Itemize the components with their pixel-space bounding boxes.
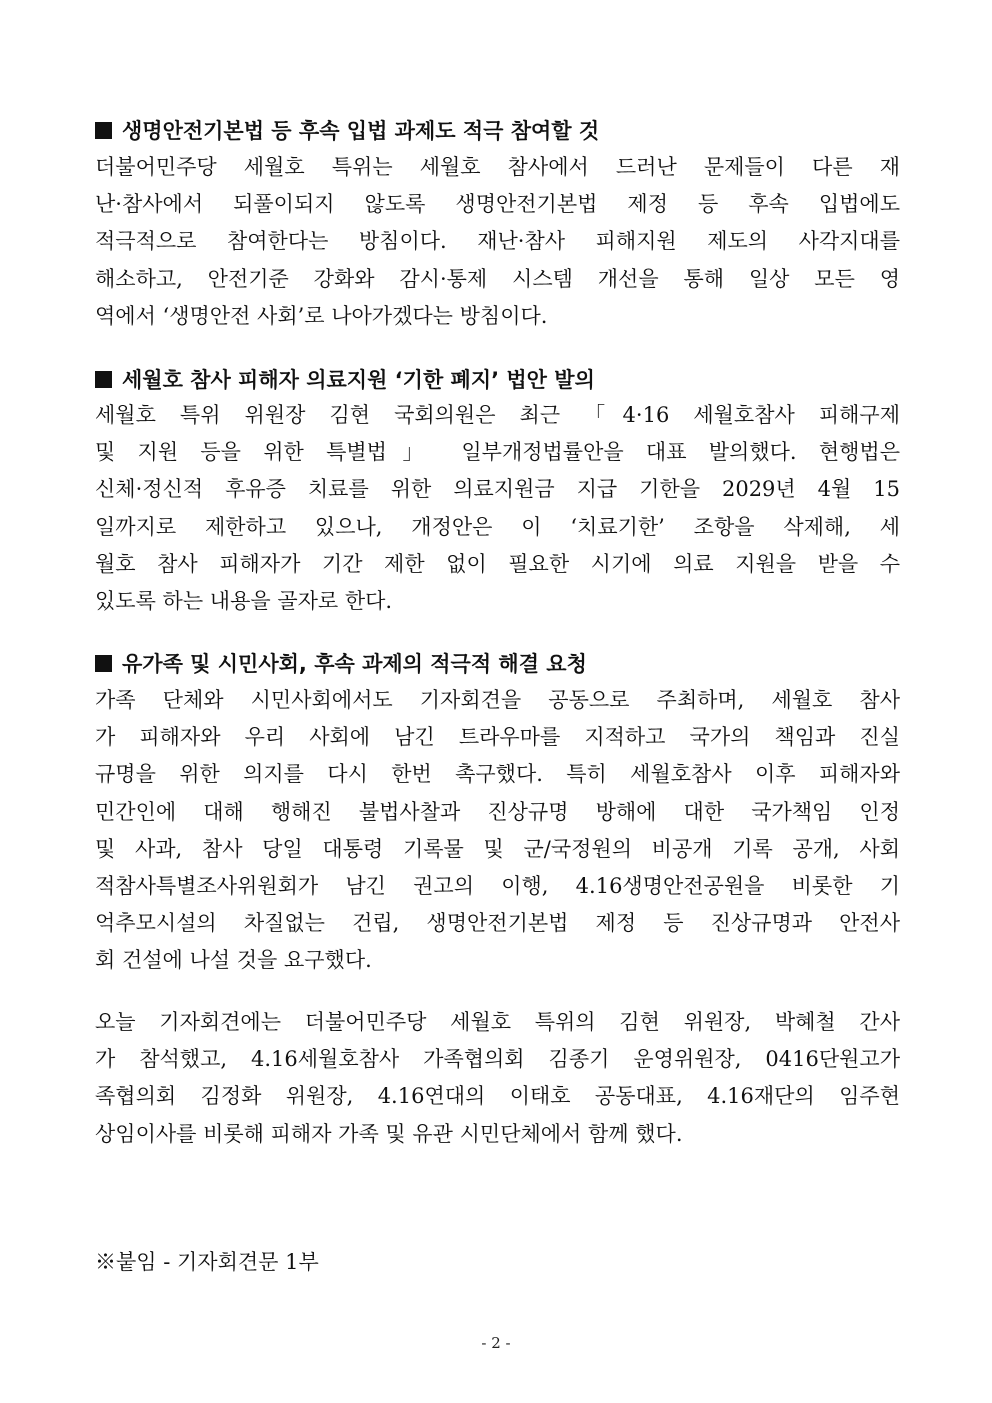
paragraph-line: 가족 단체와 시민사회에서도 기자회견을 공동으로 주최하며, 세월호 참사 bbox=[95, 688, 900, 712]
paragraph-line: 및 사과, 참사 당일 대통령 기록물 및 군/국정원의 비공개 기록 공개, 사회 bbox=[95, 836, 900, 861]
paragraph-line: 가 참석했고, 4.16세월호참사 가족협의회 김종기 운영위원장, 0416단원고가 bbox=[95, 1047, 900, 1072]
section-heading bbox=[95, 366, 900, 394]
section-heading-text: 생명안전기본법 등 후속 입법 과제도 적극 참여할 것 bbox=[122, 119, 600, 143]
paragraph-line: 억추모시설의 차질없는 건립, 생명안전기본법 제정 등 진상규명과 안전사 bbox=[95, 911, 900, 936]
section-heading-text: 유가족 및 시민사회, 후속 과제의 적극적 해결 요청 bbox=[122, 652, 587, 676]
paragraph-line: 가 피해자와 우리 사회에 남긴 트라우마를 지적하고 국가의 책임과 진실 bbox=[95, 725, 900, 750]
page-number: - 2 - bbox=[481, 1334, 511, 1352]
paragraph-line: 적참사특별조사위원회가 남긴 권고의 이행, 4.16생명안전공원을 비롯한 기 bbox=[95, 874, 900, 899]
paragraph-line: 역에서 ‘생명안전 사회’로 나아가겠다는 방침이다. bbox=[95, 303, 548, 328]
section-paragraph bbox=[95, 149, 900, 335]
paragraph-line: 난·참사에서 되풀이되지 않도록 생명안전기본법 제정 등 후속 입법에도 bbox=[95, 192, 900, 217]
paragraph-line: 일까지로 제한하고 있으나, 개정안은 이 ‘치료기한’ 조항을 삭제해, 세 bbox=[95, 514, 900, 539]
section-heading bbox=[95, 117, 900, 145]
section-heading-text: 세월호 참사 피해자 의료지원 ‘기한 폐지’ 법안 발의 bbox=[122, 368, 595, 392]
paragraph-line: 더불어민주당 세월호 특위는 세월호 참사에서 드러난 문제들이 다른 재 bbox=[95, 155, 900, 179]
paragraph-line: 상임이사를 비롯해 피해자 가족 및 유관 시민단체에서 함께 했다. bbox=[95, 1121, 683, 1146]
square-bullet-icon bbox=[95, 655, 112, 672]
section-paragraph bbox=[95, 682, 900, 980]
paragraph-line: 적극적으로 참여한다는 방침이다. 재난·참사 피해지원 제도의 사각지대를 bbox=[95, 229, 900, 254]
paragraph-line: 신체·정신적 후유증 치료를 위한 의료지원금 지급 기한을 2029년 4월 15 bbox=[95, 477, 900, 502]
closing-paragraph bbox=[95, 1004, 900, 1153]
paragraph-line: 해소하고, 안전기준 강화와 감시·통제 시스템 개선을 통해 일상 모든 영 bbox=[95, 266, 900, 291]
paragraph-line: 규명을 위한 의지를 다시 한번 촉구했다. 특히 세월호참사 이후 피해자와 bbox=[95, 762, 900, 787]
paragraph-line: 족협의회 김정화 위원장, 4.16연대의 이태호 공동대표, 4.16재단의 임주현 bbox=[95, 1084, 900, 1109]
section-paragraph bbox=[95, 397, 900, 620]
attachment-note: ※붙임 - 기자회견문 1부 bbox=[95, 1250, 319, 1274]
paragraph-line: 세월호 특위 위원장 김현 국회의원은 최근 「4·16 세월호참사 피해구제 bbox=[95, 403, 900, 427]
paragraph-line: 오늘 기자회견에는 더불어민주당 세월호 특위의 김현 위원장, 박혜철 간사 bbox=[95, 1010, 900, 1034]
paragraph-line: 있도록 하는 내용을 골자로 한다. bbox=[95, 589, 393, 614]
square-bullet-icon bbox=[95, 371, 112, 388]
paragraph-line: 월호 참사 피해자가 기간 제한 없이 필요한 시기에 의료 지원을 받을 수 bbox=[95, 551, 900, 576]
square-bullet-icon bbox=[95, 122, 112, 139]
paragraph-line: 민간인에 대해 행해진 불법사찰과 진상규명 방해에 대한 국가책임 인정 bbox=[95, 799, 900, 824]
paragraph-line: 회 건설에 나설 것을 요구했다. bbox=[95, 948, 372, 973]
paragraph-line: 및 지원 등을 위한 특별법」 일부개정법률안을 대표 발의했다. 현행법은 bbox=[95, 440, 900, 465]
section-heading bbox=[95, 650, 900, 678]
